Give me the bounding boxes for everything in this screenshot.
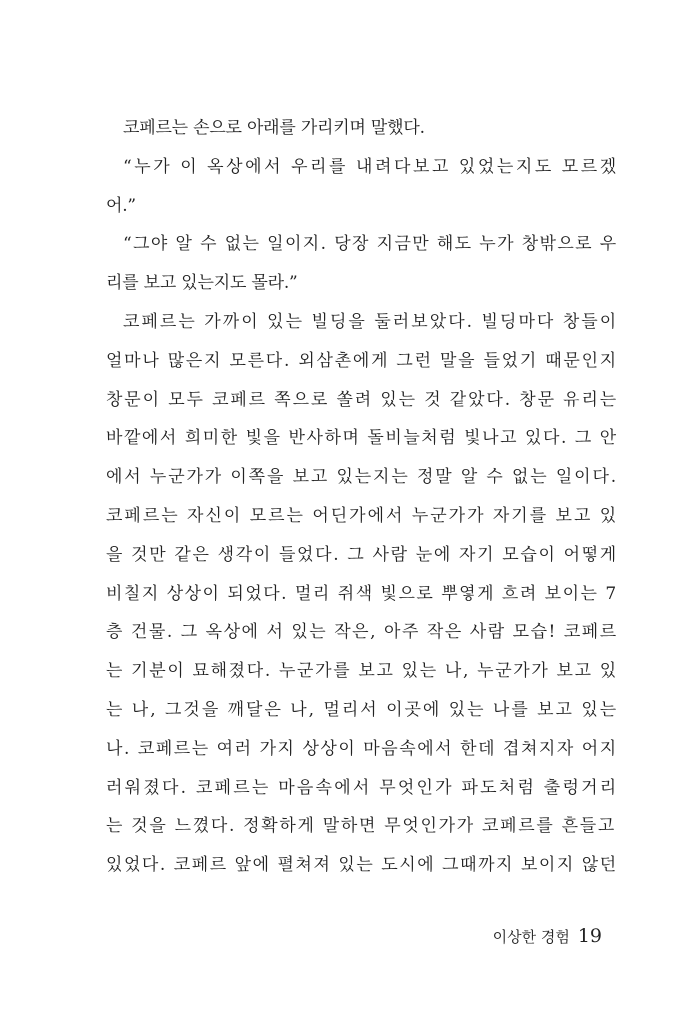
text-line: “그야 알 수 없는 일이지. 당장 지금만 해도 누가 창밖으로 우 — [123, 234, 618, 255]
text-line: “누가 이 옥상에서 우리를 내려다보고 있었는지도 모르겠 — [123, 156, 619, 177]
text-line: 에서 누군가가 이쪽을 보고 있는지는 정말 알 수 없는 일이다. — [106, 467, 619, 488]
text-line: 어.” — [106, 195, 136, 216]
text-line: 얼마나 많은지 모른다. 외삼촌에게 그런 말을 들었기 때문인지 — [106, 350, 618, 371]
running-chapter-title: 이상한 경험 — [492, 928, 570, 946]
text-line: 러워졌다. 코페르는 마음속에서 무엇인가 파도처럼 출렁거리 — [106, 777, 619, 798]
text-line: 코페르는 자신이 모르는 어딘가에서 누군가가 자기를 보고 있 — [106, 505, 619, 526]
body-text — [106, 109, 619, 885]
text-line: 리를 보고 있는지도 몰라.” — [106, 273, 298, 294]
text-line: 있었다. 코페르 앞에 펼쳐져 있는 도시에 그때까지 보이지 않던 — [106, 855, 618, 876]
text-line: 나. 코페르는 여러 가지 상상이 마음속에서 한데 겹쳐지자 어지 — [106, 738, 618, 759]
text-line: 비칠지 상상이 되었다. 멀리 쥐색 빛으로 뿌옇게 흐려 보이는 7 — [106, 583, 618, 604]
text-line: 코페르는 가까이 있는 빌딩을 둘러보았다. 빌딩마다 창들이 — [123, 311, 619, 332]
text-line: 는 기분이 묘해졌다. 누군가를 보고 있는 나, 누군가가 보고 있 — [106, 661, 618, 682]
text-line: 코페르는 손으로 아래를 가리키며 말했다. — [123, 118, 425, 138]
text-line: 는 나, 그것을 깨달은 나, 멀리서 이곳에 있는 나를 보고 있는 — [106, 699, 619, 720]
text-line: 바깥에서 희미한 빛을 반사하며 돌비늘처럼 빛나고 있다. 그 안 — [106, 428, 618, 449]
page-footer — [493, 921, 602, 952]
text-line: 층 건물. 그 옥상에 서 있는 작은, 아주 작은 사람 모습! 코페르 — [106, 622, 618, 643]
text-line: 창문이 모두 코페르 쪽으로 쏠려 있는 것 같았다. 창문 유리는 — [106, 389, 619, 410]
page-number: 19 — [577, 925, 602, 947]
text-line: 을 것만 같은 생각이 들었다. 그 사람 눈에 자기 모습이 어떻게 — [106, 544, 618, 565]
text-line: 는 것을 느꼈다. 정확하게 말하면 무엇인가가 코페르를 흔들고 — [106, 816, 616, 837]
